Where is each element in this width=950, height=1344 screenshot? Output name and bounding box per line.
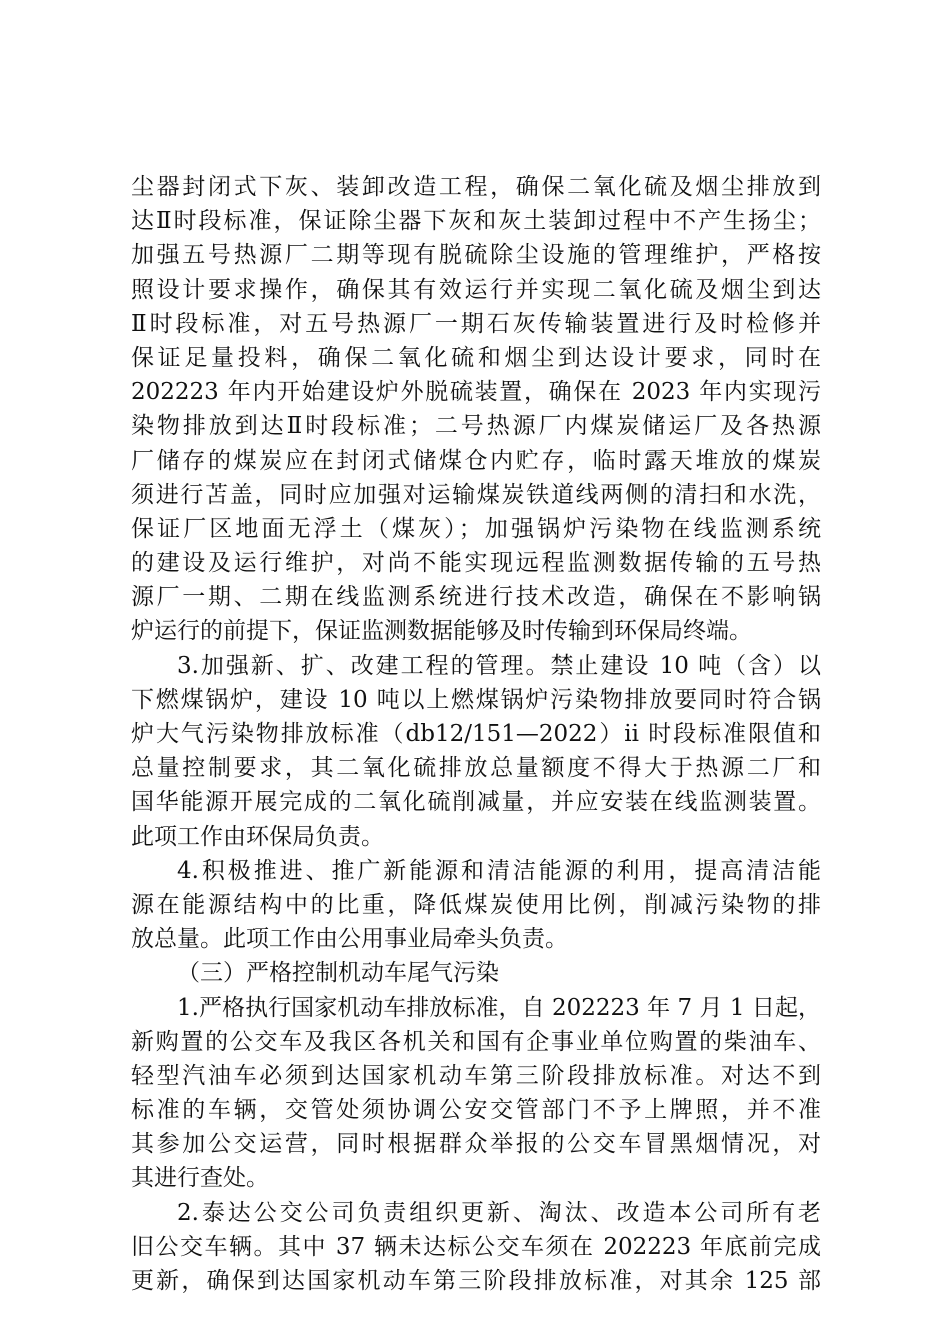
text-line: 标准的车辆，交管处须协调公安交管部门不予上牌照，并不准 bbox=[131, 1097, 821, 1124]
text-line: 达Ⅱ时段标准，保证除尘器下灰和灰土装卸过程中不产生扬尘； bbox=[131, 208, 821, 235]
text-line: 源在能源结构中的比重，降低煤炭使用比例，削减污染物的排 bbox=[131, 891, 821, 918]
text-line: 照设计要求操作，确保其有效运行并实现二氧化硫及烟尘到达 bbox=[131, 276, 821, 303]
text-line: 的建设及运行维护，对尚不能实现远程监测数据传输的五号热 bbox=[131, 550, 821, 577]
text-line: Ⅱ时段标准，对五号热源厂一期石灰传输装置进行及时检修并 bbox=[131, 310, 821, 337]
text-line: 保证足量投料，确保二氧化硫和烟尘到达设计要求，同时在 bbox=[131, 344, 821, 371]
text-line: 厂储存的煤炭应在封闭式储煤仓内贮存，临时露天堆放的煤炭 bbox=[131, 447, 821, 474]
text-line: 源厂一期、二期在线监测系统进行技术改造，确保在不影响锅 bbox=[131, 584, 821, 611]
text-line: 加强五号热源厂二期等现有脱硫除尘设施的管理维护，严格按 bbox=[131, 242, 821, 269]
text-line: 202223 年内开始建设炉外脱硫装置，确保在 2023 年内实现污 bbox=[131, 379, 821, 406]
text-line: 1.严格执行国家机动车排放标准，自 202223 年 7 月 1 日起， bbox=[177, 994, 821, 1021]
text-line: 旧公交车辆。其中 37 辆未达标公交车须在 202223 年底前完成 bbox=[131, 1233, 821, 1260]
text-line: 其进行查处。 bbox=[131, 1165, 269, 1192]
text-line: 新购置的公交车及我区各机关和国有企事业单位购置的柴油车、 bbox=[131, 1028, 821, 1055]
text-line: 此项工作由环保局负责。 bbox=[131, 823, 384, 850]
text-line: 尘器封闭式下灰、装卸改造工程，确保二氧化硫及烟尘排放到 bbox=[131, 174, 821, 200]
text-line: 染物排放到达Ⅱ时段标准；二号热源厂内煤炭储运厂及各热源 bbox=[131, 413, 821, 440]
text-line: 炉运行的前提下，保证监测数据能够及时传输到环保局终端。 bbox=[131, 618, 752, 645]
text-line: 3.加强新、扩、改建工程的管理。禁止建设 10 吨（含）以 bbox=[177, 652, 821, 679]
text-line: 放总量。此项工作由公用事业局牵头负责。 bbox=[131, 926, 568, 953]
text-line: 下燃煤锅炉，建设 10 吨以上燃煤锅炉污染物排放要同时符合锅 bbox=[131, 686, 821, 713]
text-line: 更新，确保到达国家机动车第三阶段排放标准，对其余 125 部 bbox=[131, 1268, 821, 1294]
text-line: 轻型汽油车必须到达国家机动车第三阶段排放标准。对达不到 bbox=[131, 1062, 821, 1089]
document-body bbox=[131, 170, 821, 1298]
text-line: 4.积极推进、推广新能源和清洁能源的利用，提高清洁能 bbox=[177, 857, 821, 884]
text-line: 须进行苫盖，同时应加强对运输煤炭铁道线两侧的清扫和水洗， bbox=[131, 481, 821, 508]
text-line: 总量控制要求，其二氧化硫排放总量额度不得大于热源二厂和 bbox=[131, 755, 821, 782]
text-line: （三）严格控制机动车尾气污染 bbox=[177, 960, 499, 987]
text-line: 2.泰达公交公司负责组织更新、淘汰、改造本公司所有老 bbox=[177, 1199, 821, 1226]
text-line: 保证厂区地面无浮土（煤灰）；加强锅炉污染物在线监测系统 bbox=[131, 515, 821, 542]
text-line: 其参加公交运营，同时根据群众举报的公交车冒黑烟情况，对 bbox=[131, 1131, 821, 1158]
text-line: 炉大气污染物排放标准（db12/151—2022）ii 时段标准限值和 bbox=[131, 721, 821, 747]
text-line: 国华能源开展完成的二氧化硫削减量，并应安装在线监测装置。 bbox=[131, 789, 821, 816]
